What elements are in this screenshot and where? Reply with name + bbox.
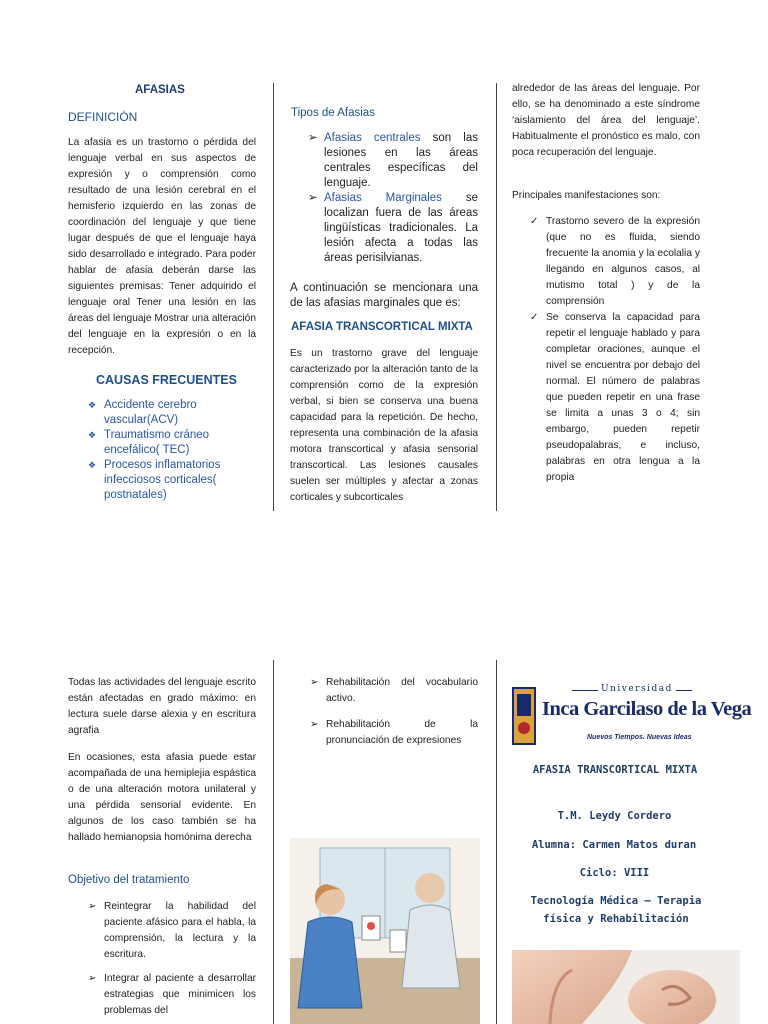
- patient-body: [402, 905, 460, 988]
- page-two: [0, 660, 768, 1024]
- list-item: ➢ Rehabilitación de la pronunciación de expresiones: [310, 719, 478, 746]
- list-item: ❖ Accidente cerebro vascular(ACV): [88, 399, 197, 426]
- definicion-text: La afasia es un trastorno o pérdida del lenguaje verbal en sus aspectos de expresión y o comprensión como resultado de una lesión cerebral en el hemisferio izquierdo en las zonas de coordinación del lenguaje y que tiene lugar después de que el lenguaje haya sido desarrollado e integrado. Para poder hablar de afasia deberán darse las siguientes premisas: Tener adquirido el lenguaje oral Tener una lesión en las áreas del lenguaje Mostrar una alteración del lenguaje en la expresión o en la recepción.: [68, 137, 256, 356]
- list-item: ➢ Afasias Marginales se localizan fuera de las áreas lingüísticas tradicionales. La lesión afecta a todas las áreas perisilvianas.: [308, 192, 478, 264]
- tipos-list: [290, 131, 478, 266]
- picture-card: [390, 930, 406, 952]
- objetivos-list: [68, 899, 256, 1019]
- rehab-list: [290, 675, 478, 749]
- diamond-bullet-icon: ❖: [88, 460, 97, 470]
- causas-heading: CAUSAS FRECUENTES: [96, 373, 237, 387]
- list-item: ➢ Afasias centrales son las lesiones en las áreas centrales específicas del lenguaje.: [308, 132, 478, 189]
- list-item: ➢ Reintegrar la habilidad del paciente afásico para el habla, la comprensión, la lectura y la escritura.: [88, 901, 256, 960]
- arrow-bullet-icon: ➢: [308, 132, 318, 144]
- arrow-bullet-icon: ➢: [88, 973, 97, 984]
- diamond-bullet-icon: ❖: [88, 430, 97, 440]
- list-item: ✓ Se conserva la capacidad para repetir el lenguaje hablado y para completar oraciones, aunque el nivel se encuentra por debajo del normal. El número de palabras que pueden repetir en una frase se limita a unas 3 o 4; sin embargo, pueden repetir pseudopalabras, e incluso, palabras en otra lengua a la propia: [530, 312, 700, 483]
- university-crest-icon: [512, 686, 536, 746]
- logo-universidad: Universidad: [598, 684, 676, 694]
- column-divider: [496, 660, 497, 1024]
- patient-head: [415, 873, 445, 903]
- mixta-text: Es un trastorno grave del lenguaje caracterizado por la alteración tanto de la comprensión como de la expresión verbal, si bien se conserva una buena capacidad para la repetición. De hecho, representa una combinación de la afasia motora transcortical y afasia sensorial transcortical. Las lesiones causales suelen ser múltiples y afectar a zonas corticales y subcorticales: [290, 348, 478, 503]
- tipos-heading: Tipos de Afasias: [291, 107, 375, 119]
- document-title: AFASIAS: [135, 84, 185, 96]
- face-closeup-photo: [512, 950, 740, 1024]
- arrow-bullet-icon: ➢: [88, 901, 97, 912]
- cover-title: AFASIA TRANSCORTICAL MIXTA: [532, 764, 698, 776]
- list-item: ❖ Traumatismo cráneo encefálico( TEC): [88, 429, 210, 456]
- cover-student: Alumna: Carmen Matos duran: [531, 839, 697, 851]
- list-item: ✓ Trastorno severo de la expresión (que no es fluida, siendo frecuente la anomia y la ecolalia y llegando en algunos casos, al mutismo total ) y de la comprensión: [530, 216, 700, 307]
- col3-text: alrededor de las áreas del lenguaje. Por ello, se ha denominado a este síndrome ‘aislamiento del área del lenguaje’. Habitualmente el pronóstico es malo, con poca recuperación del lenguaje.: [512, 83, 700, 158]
- logo-slogan: Nuevos Tiempos. Nuevas Ideas: [587, 734, 692, 741]
- objetivo-heading: Objetivo del tratamiento: [68, 874, 190, 886]
- manifest-list: [512, 214, 700, 486]
- list-item: ➢ Integrar al paciente a desarrollar estrategias que minimicen los problemas del: [88, 973, 256, 1016]
- arrow-bullet-icon: ➢: [310, 719, 319, 730]
- therapist-body: [298, 917, 362, 1008]
- arrow-bullet-icon: ➢: [308, 192, 318, 204]
- cover-cycle: Ciclo: VIII: [579, 867, 650, 879]
- cover-author: T.M. Leydy Cordero: [557, 810, 672, 822]
- list-item: ❖ Procesos inflamatorios infecciosos corticales( postnatales): [88, 459, 221, 501]
- university-logo: [512, 684, 752, 748]
- column-divider: [273, 83, 274, 511]
- column-divider: [496, 83, 497, 511]
- mixta-heading: AFASIA TRANSCORTICAL MIXTA: [291, 321, 473, 333]
- therapy-session-illustration: [290, 838, 480, 1024]
- checkmark-icon: ✓: [530, 312, 539, 323]
- causas-list: [86, 398, 256, 503]
- cover-career: Tecnología Médica – Terapia física y Rehabilitación: [530, 895, 702, 925]
- manifest-heading: Principales manifestaciones son:: [512, 190, 661, 201]
- column-divider: [273, 660, 274, 1024]
- list-item: ➢ Rehabilitación del vocabulario activo.: [310, 677, 478, 704]
- escrito-text: Todas las actividades del lenguaje escrito están afectadas en grado máximo: en lectura suele darse alexia y en escritura agrafia: [68, 677, 256, 736]
- hemiplejia-text: En ocasiones, esta afasia puede estar acompañada de una hemiplejia espástica o de una alteración motora unilateral y una pérdida sensorial evidente. En algunos de los caso también se ha hallado hemianopsia homónima derecha: [68, 752, 256, 843]
- definicion-heading: DEFINICIÓN: [68, 110, 138, 124]
- logo-university-name: Inca Garcilaso de la Vega: [542, 698, 752, 720]
- diamond-bullet-icon: ❖: [88, 400, 97, 410]
- intro-text: A continuación se mencionara una de las afasias marginales que es:: [290, 282, 478, 309]
- checkmark-icon: ✓: [530, 216, 539, 227]
- arrow-bullet-icon: ➢: [310, 677, 319, 688]
